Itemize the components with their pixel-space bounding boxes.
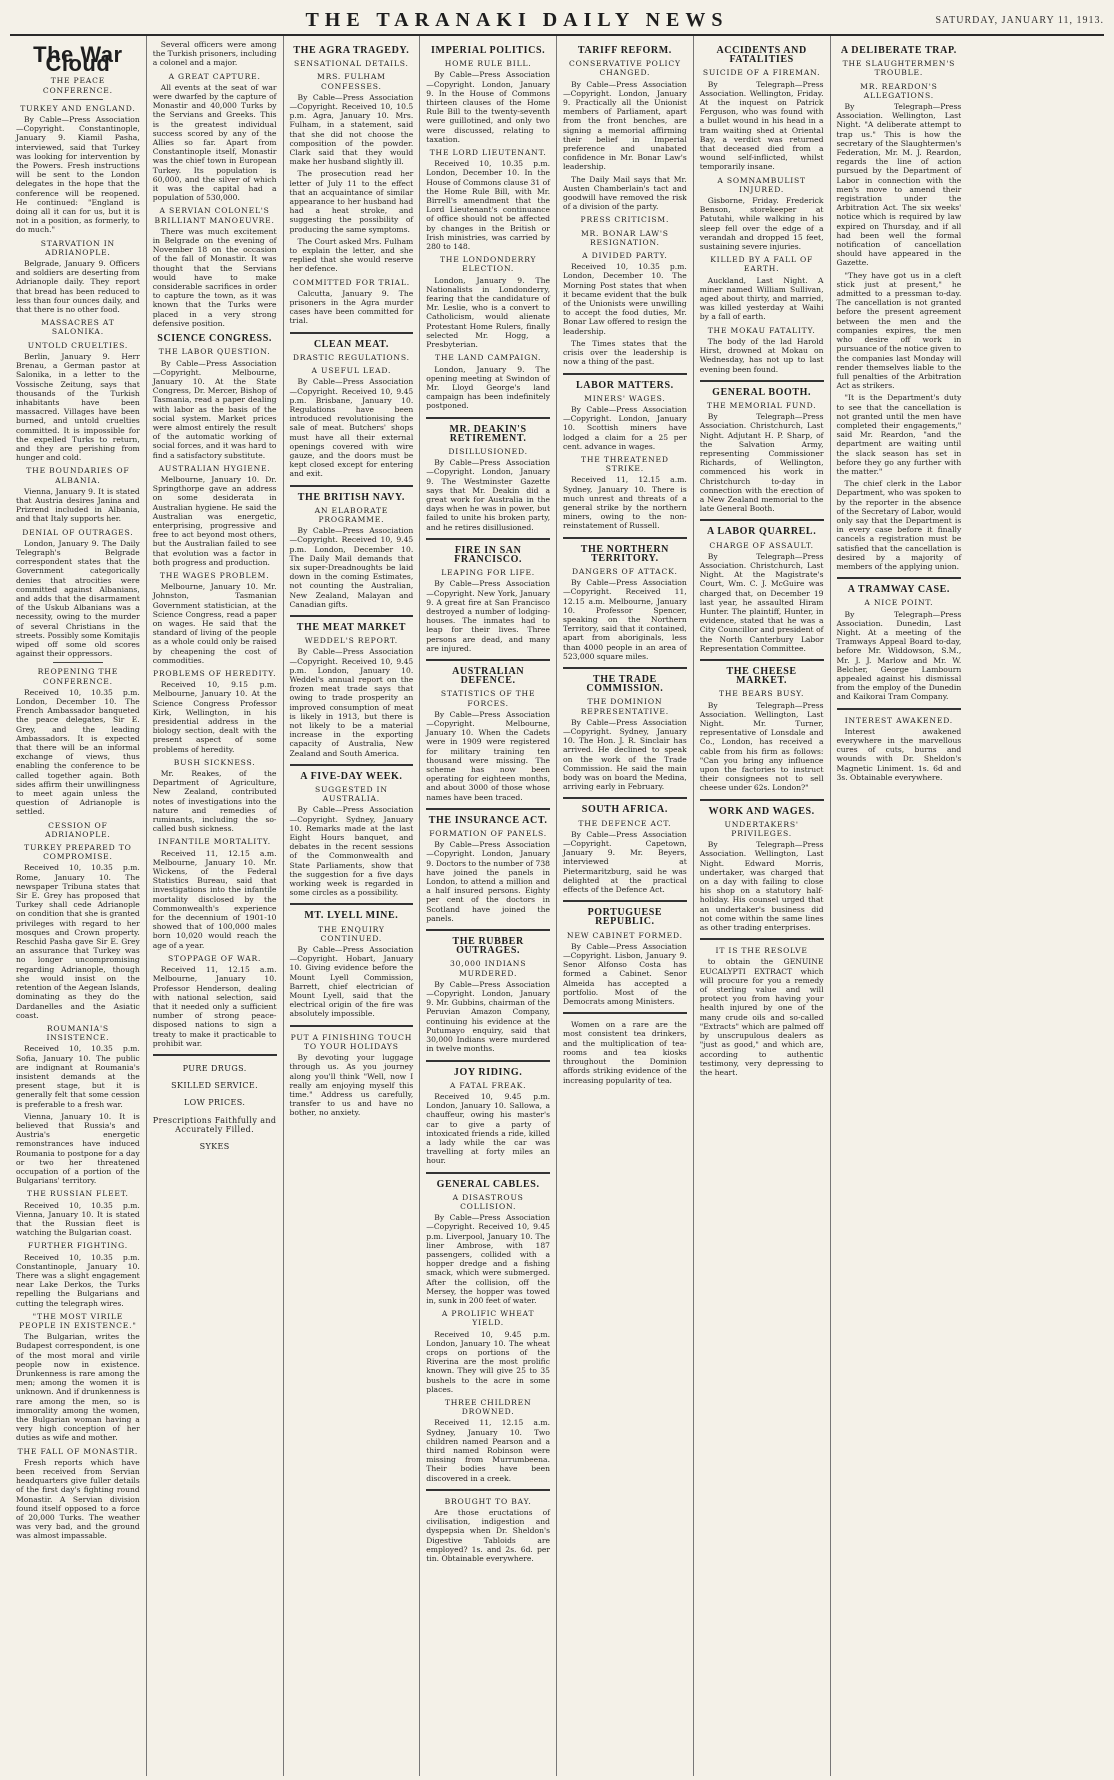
article-paragraph: Received 10, 10.35 p.m. London, December 10. The French Ambassador banqueted the peace delegates, Sir E. Grey, and the leading Ambassadors. It is expected that there will be an informal exchange of views, thus enabling the conference to be called together again. Both sides affirm their unwillingness to meet again unless the question of Adrianople is settled.	[16, 687, 140, 817]
article-paragraph: Auckland, Last Night. A miner named William Sullivan, aged about thirty, and married, was killed yesterday at Waihi by a fall of earth.	[699, 275, 824, 322]
column-4	[420, 36, 557, 1776]
headline: A PROLIFIC WHEAT YIELD.	[441, 1309, 535, 1328]
divider	[290, 485, 414, 487]
headline: STARVATION IN ADRIANOPLE.	[40, 238, 115, 257]
divider	[426, 1489, 550, 1491]
article-paragraph: By Telegraph—Press Association. Wellington, Friday. At the inquest on Patrick Ferguson, who was found with a bullet wound in his head in a tram waiting shed at Oriental Bay, a verdict was returned that deceased died from a wound self-inflicted, whilst temporarily insane.	[699, 79, 824, 172]
headline: THE WAGES PROBLEM.	[159, 570, 270, 580]
war-cloud-banner: The War Cloud	[33, 42, 123, 77]
article-paragraph: Received 11, 12.15 a.m. Melbourne, January 10. Mr. Wickens, of the Federal Statistics Bureau, said that investigations into the infantile mortality disclosed by the Commonwealth's experience for the decennium of 1901-10 showed that of 100,000 males born 10,020 would reach the age of a year.	[152, 848, 277, 950]
advert-paragraph: Interest awakened everywhere in the marvellous cures of cuts, burns and wounds with Dr. Sheldon's Magnetic Liniment. 1s. 6d and 3s. Obtainable everywhere.	[836, 726, 962, 782]
headline: A NICE POINT.	[864, 598, 934, 608]
headline: THE DOMINION REPRESENTATIVE.	[580, 697, 669, 716]
section-heading: A TRAMWAY CASE.	[847, 584, 950, 596]
headline: FURTHER FIGHTING.	[27, 1241, 128, 1251]
section-heading: THE MEAT MARKET	[296, 621, 406, 633]
column-1	[10, 36, 147, 1776]
headline: THE SLAUGHTERMEN'S TROUBLE.	[842, 59, 956, 78]
headline: HOME RULE BILL.	[444, 59, 532, 69]
article-paragraph: By Cable—Press Association—Copyright. London, January 9. Practically all the Unionist members of Parliament, apart from the front benches, are signing a memorial affirming their belief in Imperial preference and unabated confidence in Mr. Bonar Law's leadership.	[563, 79, 687, 172]
section-heading: JOY RIDING.	[453, 1066, 523, 1078]
headline: THE LONDONDERRY ELECTION.	[439, 255, 537, 274]
divider	[700, 799, 824, 801]
headline: MASSACRES AT SALONIKA.	[41, 318, 115, 337]
article-paragraph: By Cable—Press Association—Copyright. Sydney, January 10. Remarks made at the last Eight Hours banquet, and debates in the recent sessions of the Commonwealth and State Parliaments, show that the suggestion for a five days working week is regarded in some circles as a possibility.	[289, 805, 414, 898]
headline: SUICIDE OF A FIREMAN.	[702, 68, 821, 78]
article-paragraph: Received 10, 10.35 p.m. Sofia, January 10. The public are indignant at Roumania's insistent demands at the present stage, but it is generally felt that some cession is preferable to a fresh war.	[16, 1044, 140, 1109]
section-heading: THE CHEESE MARKET.	[726, 665, 797, 687]
headline: REOPENING THE CONFERENCE.	[37, 667, 119, 686]
advert-paragraph: Are those eructations of civilisation, indigestion and dyspepsia when Dr. Sheldon's Digestive Tabloids are employed? 1s. and 2s. 6d. per tin. Obtainable everywhere.	[426, 1508, 550, 1564]
headline: UNTOLD CRUELTIES.	[27, 340, 129, 350]
divider	[563, 537, 687, 539]
headline: CHARGE OF ASSAULT.	[709, 540, 814, 550]
article-paragraph: The chief clerk in the Labor Department, who was spoken to by the reporter in the absence of the Secretary of Labor, would only say that the Department is in every case before it finally cancels a registration must be satisfied that the cancellation is desired by a majority of members of the applying union.	[836, 479, 962, 571]
headline: A DIVIDED PARTY.	[582, 251, 668, 261]
advert-line: LOW PRICES.	[183, 1098, 246, 1108]
article-paragraph: The body of the lad Harold Hirst, drowned at Mokau on Wednesday, has not up to last evening been found.	[699, 336, 824, 374]
divider	[290, 1025, 414, 1027]
headline: MRS. FULHAM CONFESSES.	[317, 72, 386, 91]
divider	[53, 662, 103, 663]
article-paragraph: Received 10, 10.35 p.m. Rome, January 10. The newspaper Tribuna states that Sir E. Grey has proposed that Turkey shall cede Adrianople on condition that she is granted privileges with regard to her mosques and Crown property. Reschid Pasha gave Sir E. Grey an assurance that Turkey was no longer uncompromising regarding Adrianople, though she would insist on the retention of the Aegean Islands, dominating as they do the Dardanelles and the Asiatic coast.	[16, 863, 140, 1020]
headline: THREE CHILDREN DROWNED.	[444, 1398, 532, 1417]
article-paragraph: Belgrade, January 9. Officers and soldiers are deserting from Adrianople daily. They report that bread has been reduced to less than four ounces daily, and that there is no other food.	[16, 259, 140, 315]
headline: THE DEFENCE ACT.	[578, 818, 672, 828]
headline: SUGGESTED IN AUSTRALIA.	[314, 785, 388, 804]
headline: CONSERVATIVE POLICY CHANGED.	[568, 59, 681, 78]
article-paragraph: The Times states that the crisis over the leadership is now a thing of the past.	[563, 338, 687, 367]
headline: THE THREATENED STRIKE.	[581, 454, 669, 474]
article-paragraph: Received 10, 10.35 p.m. Constantinople, January 10. There was a slight engagement near Lake Derkos, the Turks repelling the Bulgarians and cutting the telegraph wires.	[16, 1252, 140, 1308]
headline: THE BEARS BUSY.	[719, 689, 805, 699]
headline: FORMATION OF PANELS.	[429, 829, 548, 839]
divider	[290, 332, 414, 334]
divider	[563, 667, 687, 669]
article-paragraph: By Cable—Press Association—Copyright. London, January 9. Mr. Gubbins, chairman of the Peruvian Amazon Company, continuing his evidence at the Putumayo enquiry, said that 30,000 Indians were murdered in twelve months.	[426, 979, 550, 1054]
divider	[700, 380, 824, 382]
headline: THE LABOR QUESTION.	[158, 347, 271, 357]
headline: BUSH SICKNESS.	[173, 757, 256, 767]
article-paragraph: By Cable—Press Association—Copyright. Hobart, January 10. Giving evidence before the Mount Lyell Commission, Barrett, chief electrician of Mount Lyell, said that the electrical origin of the fire was absolutely impossible.	[289, 945, 414, 1019]
headline: AUSTRALIAN HYGIENE.	[158, 463, 271, 473]
column-7	[831, 36, 968, 1776]
advert-paragraph: By devoting your luggage through us. As you journey along you'll think "Well, now I really am enjoying myself this time." Address us carefully, transfer to us and have no bother, no anxiety.	[289, 1053, 414, 1118]
headline: PROBLEMS OF HEREDITY.	[152, 669, 277, 678]
article-paragraph: The Daily Mail says that Mr. Austen Chamberlain's tact and goodwill have removed the risk of a division of the party.	[563, 174, 687, 212]
section-heading: THE RUBBER OUTRAGES.	[452, 936, 524, 957]
headline: THE LORD LIEUTENANT.	[429, 148, 547, 158]
article-paragraph: Berlin, January 9. Herr Brenau, a German pastor at Salonika, in a letter to the Vossische Zeitung, says that thousands of the Turkish inhabitants have been massacred. Villages have been burned, and untold cruelties committed. It is impossible for the expelled Turks to return, and they are perishing from hunger and cold.	[16, 351, 140, 463]
headline: 30,000 INDIANS MURDERED.	[450, 959, 527, 978]
headline: THE BOUNDARIES OF ALBANIA.	[26, 466, 130, 485]
divider	[290, 764, 414, 766]
article-paragraph: By Telegraph—Press Association. Wellington, Last Night. Mr. Turner, representative of Lonsdale and Co., London, has received a cable from his firm as follows: "Can you bring any influence upon the factories to instruct their consignees not to sell cheese under 62s. London?"	[699, 700, 824, 793]
headline: DRASTIC REGULATIONS.	[292, 352, 410, 362]
issue-date: SATURDAY, JANUARY 11, 1913.	[935, 14, 1104, 26]
section-heading: IMPERIAL POLITICS.	[431, 45, 546, 56]
section-heading: CLEAN MEAT.	[313, 338, 389, 350]
divider	[426, 808, 550, 810]
headline: "THE MOST VIRILE PEOPLE IN EXISTENCE."	[19, 1311, 137, 1330]
article-paragraph: "It is the Department's duty to see that the cancellation is not granted until the men have completed their engagements," said Mr. Reardon, "and the department are waiting until the slack season has set in before they go any further with the matter."	[836, 393, 962, 476]
section-heading: AUSTRALIAN DEFENCE.	[452, 665, 525, 687]
advert-line: SKILLED SERVICE.	[171, 1081, 259, 1091]
headline: A SERVIAN COLONEL'S BRILLIANT MANOEUVRE.	[154, 206, 275, 225]
article-paragraph: Received 10, 9.45 p.m. London, January 10. Sallowa, a chauffeur, owing his master's car to give a party of intoxicated friends a ride, killed a lady while the car was travelling at forty miles an hour.	[426, 1091, 550, 1166]
article-paragraph: Received 10, 10.35 p.m. London, December 10. In the House of Commons clause 31 of the Home Rule Bill, with Mr. Birrell's amendment that the Lord Lieutenant's continuance of office should not be affected by changes in the British or Irish ministries, was carried by 280 to 148.	[426, 159, 550, 252]
article-paragraph: By Cable—Press Association—Copyright. London, January 9. Doctors to the number of 738 have joined the panels in London, to attend a million and a half insured persons. Eighty per cent of the doctors in Scotland have joined the panels.	[426, 840, 550, 923]
section-heading: ACCIDENTS AND FATALITIES	[716, 45, 807, 66]
divider	[426, 929, 550, 931]
headline: A SOMNAMBULIST INJURED.	[717, 175, 806, 194]
headline: DENIAL OF OUTRAGES.	[22, 527, 134, 537]
headline: MR. BONAR LAW'S RESIGNATION.	[580, 228, 669, 247]
article-paragraph: The prosecution read her letter of July 11 to the effect that an acquaintance of similar appearance to her husband had had a heat stroke, and suggesting the possibility of producing the same symptoms.	[289, 169, 414, 234]
article-paragraph: "They have got us in a cleft stick just at present," he admitted to a pressman to-day. The cancellation is not granted before the present agreement between the men and the companies expires, the men who desire off work in pursuance of the notice given to the companies last Monday will render themselves liable to the full penalties of the Arbitration Act as strikers.	[836, 270, 962, 391]
headline: MINERS' WAGES.	[584, 393, 666, 403]
article-paragraph: Received 10, 9.15 p.m. Melbourne, January 10. At the Science Congress Professor Kirk, Wellington, in his presidential address in the biology section, dealt with the present aspect of some problems of heredity.	[152, 680, 277, 754]
article-paragraph: By Telegraph—Press Association. Christchurch, Last Night. Adjutant H. P. Sharp, of the Salvation Army, representing Commissioner Richards, of Wellington, commenced his work in Christchurch to-day in connection with the erection of a New Zealand memorial to the late General Booth.	[699, 412, 824, 514]
article-paragraph: By Cable—Press Association—Copyright. London, January 9. In the House of Commons thirteen clauses of the Home Rule Bill to the twenty-seventh were guillotined, and only two were discussed, relating to taxation.	[426, 70, 550, 144]
article-paragraph: Fresh reports which have been received from Servian headquarters give fuller details of the first day's fighting round Monastir. A Servian division found itself opposed to a force of 20,000 Turks. The weather was very bad, and the ground was almost impassable.	[16, 1457, 140, 1541]
article-paragraph: Calcutta, January 9. The prisoners in the Agra murder cases have been committed for trial.	[289, 288, 414, 326]
article-paragraph: By Cable—Press Association—Copyright. Melbourne, January 10. When the Cadets were in 1909 were registered for military training ten thousand were missing. The scheme has now been operating for eighteen months, and about 3000 of those whose names have been traced.	[426, 709, 550, 802]
article-paragraph: By Cable—Press Association—Copyright. Received 10, 9.45 p.m. Brisbane, January 10. Regulations have been introduced revolutionising the sale of meat. Butchers' shops must have all their external openings covered with wire gauze, and the doors must be kept closed except for entering and exit.	[289, 377, 414, 479]
article-paragraph: By Cable—Press Association—Copyright. Received 11, 12.15 a.m. Melbourne, January 10. Professor Spencer, speaking on the Northern Territory, said that it contained, apart from aboriginals, less than 4000 people in an area of 523,000 square miles.	[563, 578, 687, 661]
section-heading: LABOR MATTERS.	[576, 379, 674, 391]
article-paragraph: By Cable—Press Association—Copyright. New York, January 9. A great fire at San Francisco destroyed a number of lodging-houses. The inmates had to leap for their lives. Three persons are dead, and many are injured.	[426, 579, 550, 653]
divider	[426, 659, 550, 661]
article-paragraph: Vienna, January 10. It is believed that Russia's and Austria's energetic remonstrances have induced Roumania to postpone for a day or two her threatened occupation of a portion of the Bulgarians' territory.	[16, 1111, 140, 1186]
divider	[290, 615, 414, 617]
advert-paragraph: Women on a rare are the most consistent tea drinkers, and the multiplication of tea-rooms and tea kiosks throughout the Dominion affords striking evidence of the increasing popularity of tea.	[563, 1020, 687, 1085]
divider	[426, 1060, 550, 1062]
article-paragraph: Received 10, 10.35 p.m. Vienna, January 10. It is stated that the Russian fleet is watching the Bulgarian coast.	[16, 1200, 140, 1238]
headline: LEAPING FOR LIFE.	[441, 568, 536, 578]
headline: SENSATIONAL DETAILS.	[294, 59, 409, 69]
headline: THE FALL OF MONASTIR.	[17, 1446, 139, 1456]
section-heading: A LABOR QUARREL.	[706, 526, 817, 538]
advert-headline: INTEREST AWAKENED.	[844, 715, 954, 725]
advert-line: PURE DRUGS.	[182, 1063, 247, 1073]
headline: UNDERTAKERS' PRIVILEGES.	[724, 819, 799, 839]
article-paragraph: By Cable—Press Association—Copyright. Received 10, 9.45 p.m. London, January 10. Weddel's annual report on the frozen meat trade says that owing to trade prosperity an improved consumption of meat is likely in 1913, but there is not likely to be a material increase in the exporting capacity of Australia, New Zealand and South America.	[289, 647, 414, 758]
article-paragraph: Melbourne, January 10. Mr. Johnston, Tasmanian Government statistician, at the Science Congress, read a paper on wages. He said that the standard of living of the people as a whole could only be raised by cheapening the cost of commodities.	[152, 582, 277, 665]
advert-headline: IT IS THE RESOLVE	[715, 946, 808, 956]
section-heading: SOUTH AFRICA.	[581, 804, 668, 816]
article-paragraph: By Cable—Press Association—Copyright. Sydney, January 10. The Hon. J. R. Sinclair has arrived. He declined to speak on the work of the Trade Commission. He said the main body was on board the Medina, arriving early in February.	[563, 717, 687, 792]
section-heading: TARIFF REFORM.	[577, 45, 672, 56]
headline: TURKEY AND ENGLAND.	[20, 103, 136, 113]
article-paragraph: By Cable—Press Association—Copyright. Constantinople, January 9. Kiamil Pasha, interviewed, said that Turkey was looking for intervention by the Powers. Fresh instructions will be sent to the London delegates in the hope that the conference will be reopened. He continued: "England is doing all it can for us, but it is not in a position, as formerly, to do much."	[16, 115, 140, 235]
article-paragraph: Received 10, 9.45 p.m. London, January 10. The wheat crops on portions of the Riverina are the most prolific known. They will give 25 to 35 bushels to the acre in some places.	[426, 1329, 550, 1394]
article-paragraph: By Telegraph—Press Association. Wellington, Last Night. "A deliberate attempt to trap us." This is how the secretary of the Slaughtermen's Federation, Mr. M. J. Reardon, regards the line of action pursued by the Department of Labor in connection with the men's move to amend their registration under the Arbitration Act. The six weeks' notice which is required by law expired on Thursday, and if all had been well the formal notification of cancellation should have appeared in the Gazette.	[836, 102, 962, 268]
article-paragraph: Mr. Reakes, of the Department of Agriculture, New Zealand, contributed notes of investigations into the nature and remedies of ruminants, including the so-called bush sickness.	[152, 769, 277, 834]
advert-line: Prescriptions Faithfully and Accurately Filled.	[152, 1115, 277, 1134]
article-paragraph: Several officers were among the Turkish prisoners, including a colonel and a major.	[152, 40, 277, 68]
section-heading: A FIVE-DAY WEEK.	[300, 770, 403, 782]
headline: A USEFUL LEAD.	[311, 366, 392, 376]
divider	[700, 519, 824, 521]
article-paragraph: By Cable—Press Association—Copyright. London, January 9. The Westminster Gazette says that Mr. Deakin did a great work for Australia in the days when he was in power, but failed to unite his broken party, and he retires disillusioned.	[426, 458, 550, 532]
divider	[290, 903, 414, 905]
section-heading: THE AGRA TRAGEDY.	[293, 45, 410, 56]
article-paragraph: Received 11, 12.15 a.m. Sydney, January 10. There is much unrest and threats of a general strike by the northern miners, owing to the non-reinstatement of Russell.	[563, 475, 687, 531]
section-heading: WORK AND WAGES.	[708, 805, 815, 817]
article-paragraph: London, January 9. The Nationalists in Londonderry, fearing that the candidature of Mr. Leslie, who is a convert to Catholicism, would alienate Protestant Home Rulers, finally selected Mr. Hogg, a Presbyterian.	[426, 275, 550, 350]
article-paragraph: By Telegraph—Press Association. Christchurch, Last Night. At the Magistrate's Court, Wm. C. J. McGuire was charged that, on December 19 last year, he assaulted Hiram Hunter. The plaintiff, Hunter, in evidence, stated that he was a City Councillor and president of the North Canterbury Labor Representation Committee.	[699, 551, 824, 653]
divider	[426, 417, 550, 419]
headline: ROUMANIA'S INSISTENCE.	[46, 1023, 110, 1043]
section-heading: THE TRADE COMMISSION.	[586, 673, 664, 695]
headline: TURKEY PREPARED TO COMPROMISE.	[24, 843, 132, 862]
column-6	[694, 36, 831, 1776]
section-heading: GENERAL CABLES.	[436, 1178, 540, 1190]
headline: KILLED BY A FALL OF EARTH.	[710, 255, 814, 274]
article-paragraph: The Bulgarian, writes the Budapest correspondent, is one of the most moral and virile people now in existence. Drunkenness is rare among the men; among the women it is unknown. And if drunkenness is rare among the men, so is immorality among the women, the Bulgarian woman having a very high conception of her duties as wife and mother.	[16, 1332, 140, 1443]
headline: STATISTICS OF THE FORCES.	[440, 689, 536, 708]
headline: COMMITTED FOR TRIAL.	[292, 277, 410, 287]
divider	[426, 538, 550, 540]
headline: THE ENQUIRY CONTINUED.	[317, 924, 385, 943]
article-paragraph: By Cable—Press Association—Copyright. Melbourne, January 10. At the State Congress, Dr. Mercer, Bishop of Tasmania, read a paper dealing with labor as the basis of the social system. Market prices were almost entirely the result of the automatic working of social forces, and it was hard to find a satisfactory substitute.	[152, 358, 277, 460]
divider	[426, 1172, 550, 1174]
article-paragraph: The Court asked Mrs. Fulham to explain the letter, and she replied that she would reserve her defence.	[289, 236, 414, 274]
headline: AN ELABORATE PROGRAMME.	[314, 505, 389, 524]
headline: STOPPAGE OF WAR.	[167, 953, 262, 963]
headline: THE MEMORIAL FUND.	[706, 400, 817, 410]
headline: THE RUSSIAN FLEET.	[27, 1189, 129, 1199]
section-heading: THE NORTHERN TERRITORY.	[580, 543, 669, 564]
article-paragraph: Melbourne, January 10. Dr. Springthorpe gave an address on some desiderata in Australian hygiene. He said the Australian was energetic, enterprising, progressive and free to act beyond most others, but the Australian failed to see that evolution was a factor in both progress and production.	[152, 474, 277, 567]
headline: THE MOKAU FATALITY.	[707, 325, 816, 335]
divider	[53, 99, 103, 100]
article-paragraph: By Cable—Press Association—Copyright. Received 10, 9.45 p.m. Liverpool, January 10. The liner Ambrose, with 187 passengers, collided with a hopper dredge and a fishing smack, which were submerged. After the collision, off the Mersey, the hopper was towed in, sunk in 200 feet of water.	[426, 1213, 550, 1305]
headline: PRESS CRITICISM.	[580, 215, 670, 225]
divider	[700, 659, 824, 661]
divider	[700, 938, 824, 940]
headline: CESSION OF ADRIANOPLE.	[45, 820, 111, 839]
section-heading: MT. LYELL MINE.	[304, 910, 399, 922]
divider	[563, 373, 687, 375]
headline: THE LAND CAMPAIGN.	[434, 353, 542, 363]
article-paragraph: There was much excitement in Belgrade on the evening of November 18 on the occasion of the fall of Monastir. It was thought that the Servians would have to make considerable sacrifices in order to capture the town, as it was known that the Turks were placed in a very strong defensive position.	[152, 226, 277, 328]
headline: DANGERS OF ATTACK.	[571, 566, 678, 576]
advert-headline: PUT A FINISHING TOUCH TO YOUR HOLIDAYS	[290, 1032, 413, 1051]
headline: WEDDEL'S REPORT.	[304, 636, 398, 646]
divider	[563, 1012, 687, 1014]
column-grid	[10, 36, 1104, 1776]
section-heading: FIRE IN SAN FRANCISCO.	[454, 544, 523, 565]
headline: A FATAL FREAK.	[449, 1080, 527, 1090]
article-paragraph: Gisborne, Friday. Frederick Benson, storekeeper at Patutahi, while walking in his sleep fell over the edge of a verandah and dropped 15 feet, sustaining severe injuries.	[699, 196, 824, 252]
headline: MR. REARDON'S ALLEGATIONS.	[860, 81, 938, 100]
article-paragraph: By Cable—Press Association—Copyright. Received 10, 10.5 p.m. Agra, January 10. Mrs. Fulham, in a statement, said that she did not choose the composition of the powder. Clark said that they would make her husband slightly ill.	[289, 92, 414, 167]
article-paragraph: London, January 9. The opening meeting at Swindon of Mr. Lloyd George's land campaign has been indefinitely postponed.	[426, 364, 550, 411]
section-heading: THE BRITISH NAVY.	[297, 491, 405, 503]
divider	[837, 577, 962, 579]
section-heading: THE INSURANCE ACT.	[428, 814, 548, 826]
article-paragraph: Received 11, 12.15 a.m. Sydney, January 10. Two children named Pearson and a third named Robinson were missing from Murrumbeena. Their bodies have been discovered in a creek.	[426, 1418, 550, 1483]
article-paragraph: By Telegraph—Press Association. Dunedin, Last Night. At a meeting of the Tramways Appeal Board to-day, before Mr. Widdowson, S.M., Mr. J. J. Marlow and Mr. W. Belcher, George Lambourn appealed against his dismissal from the employ of the Dunedin and Kaikorai Tram Company.	[836, 609, 962, 702]
divider	[837, 708, 962, 710]
article-paragraph: Vienna, January 9. It is stated that Austria desires Janina and Prizrend included in Albania, and that Italy supports her.	[16, 486, 140, 524]
column-3	[284, 36, 421, 1776]
article-paragraph: By Cable—Press Association—Copyright. London, January 10. Scottish miners have lodged a claim for a 25 per cent. advance in wages.	[563, 404, 687, 451]
headline: A GREAT CAPTURE.	[168, 71, 261, 81]
article-paragraph: By Cable—Press Association—Copyright. Capetown, January 9. Mr. Beyers, interviewed at Pietermaritzburg, said he was delighted at the practical effects of the Defence Act.	[563, 829, 687, 895]
column-5	[557, 36, 694, 1776]
article-paragraph: All events at the seat of war were dwarfed by the capture of Monastir and 40,000 Turks by the Servians and Greeks. This is the greatest individual success scored by any of the Allies so far. Apart from Constantinople itself, Monastir was the chief town in European Turkey. Its population is 60,000, and the silver of which it was the capital had a population of 530,000.	[152, 82, 277, 203]
section-heading: A DELIBERATE TRAP.	[840, 45, 957, 56]
headline: INFANTILE MORTALITY.	[158, 837, 271, 847]
article-paragraph: Received 10, 10.35 p.m. London, December 10. The Morning Post states that when it became evident that the bulk of the Unionists were unwilling to accept the food duties, Mr. Bonar Law offered to resign the leadership.	[563, 262, 687, 336]
divider	[153, 1054, 277, 1056]
newspaper-title: THE TARANAKI DAILY NEWS	[305, 8, 729, 31]
column-2	[147, 36, 284, 1776]
headline: NEW CABINET FORMED.	[566, 930, 683, 940]
advert-headline: BROUGHT TO BAY.	[444, 1496, 532, 1506]
headline: A DISASTROUS COLLISION.	[452, 1192, 524, 1211]
section-heading: SCIENCE CONGRESS.	[157, 333, 272, 345]
advert-paragraph: to obtain the GENUINE EUCALYPTI EXTRACT which will procure for you a remedy of sterling value and will protect you from having your health injured by one of the many crude oils and so-called "Extracts" which are palmed off by unscrupulous dealers as "just as good," and which are, according to authentic testimony, very depressing to the heart.	[699, 957, 824, 1077]
article-paragraph: By Cable—Press Association—Copyright. Lisbon, January 9. Senor Alfonso Costa has formed a Cabinet. Senor Almeida has accepted a portfolio. Most of the Democrats among Ministers.	[563, 941, 687, 1007]
divider	[563, 797, 687, 799]
article-paragraph: By Telegraph—Press Association. Wellington, Last Night. Edward Morris, undertaker, was charged that on a day with failing to close his shop on a statutory half-holiday. His counsel urged that an undertaker's business did not come within the same lines as other trading enterprises.	[699, 840, 824, 933]
headline: DISILLUSIONED.	[448, 446, 528, 456]
article-paragraph: Received 11, 12.15 a.m. Melbourne, January 10. Professor Henderson, dealing with national selection, said that it needed only a sufficient number of strong peace-disposed nations to sign a treaty to make it practicable to prohibit war.	[152, 965, 277, 1048]
section-heading: GENERAL BOOTH.	[712, 386, 812, 398]
divider	[563, 900, 687, 902]
section-heading: PORTUGUESE REPUBLIC.	[587, 907, 663, 928]
article-paragraph: By Cable—Press Association—Copyright. Received 10, 9.45 p.m. London, December 10. The Daily Mail demands that six super-Dreadnoughts be laid down in the coming Estimates, not counting the Australian, New Zealand, Malayan and Canadian gifts.	[289, 526, 414, 609]
masthead	[10, 6, 1104, 36]
section-heading: MR. DEAKIN'S RETIREMENT.	[449, 423, 527, 444]
article-paragraph: London, January 9. The Daily Telegraph's Belgrade correspondent states that the Government categorically denies that atrocities were committed against Albanians, and adds that the disarmament of the Uskub Albanians was a necessity, owing to the murder of several Christians in the streets. Possibly some Komitajis wiped off some old scores against their oppressors.	[16, 538, 140, 659]
advert-line: SYKES	[199, 1141, 230, 1151]
headline: THE PEACE CONFERENCE.	[42, 76, 113, 95]
